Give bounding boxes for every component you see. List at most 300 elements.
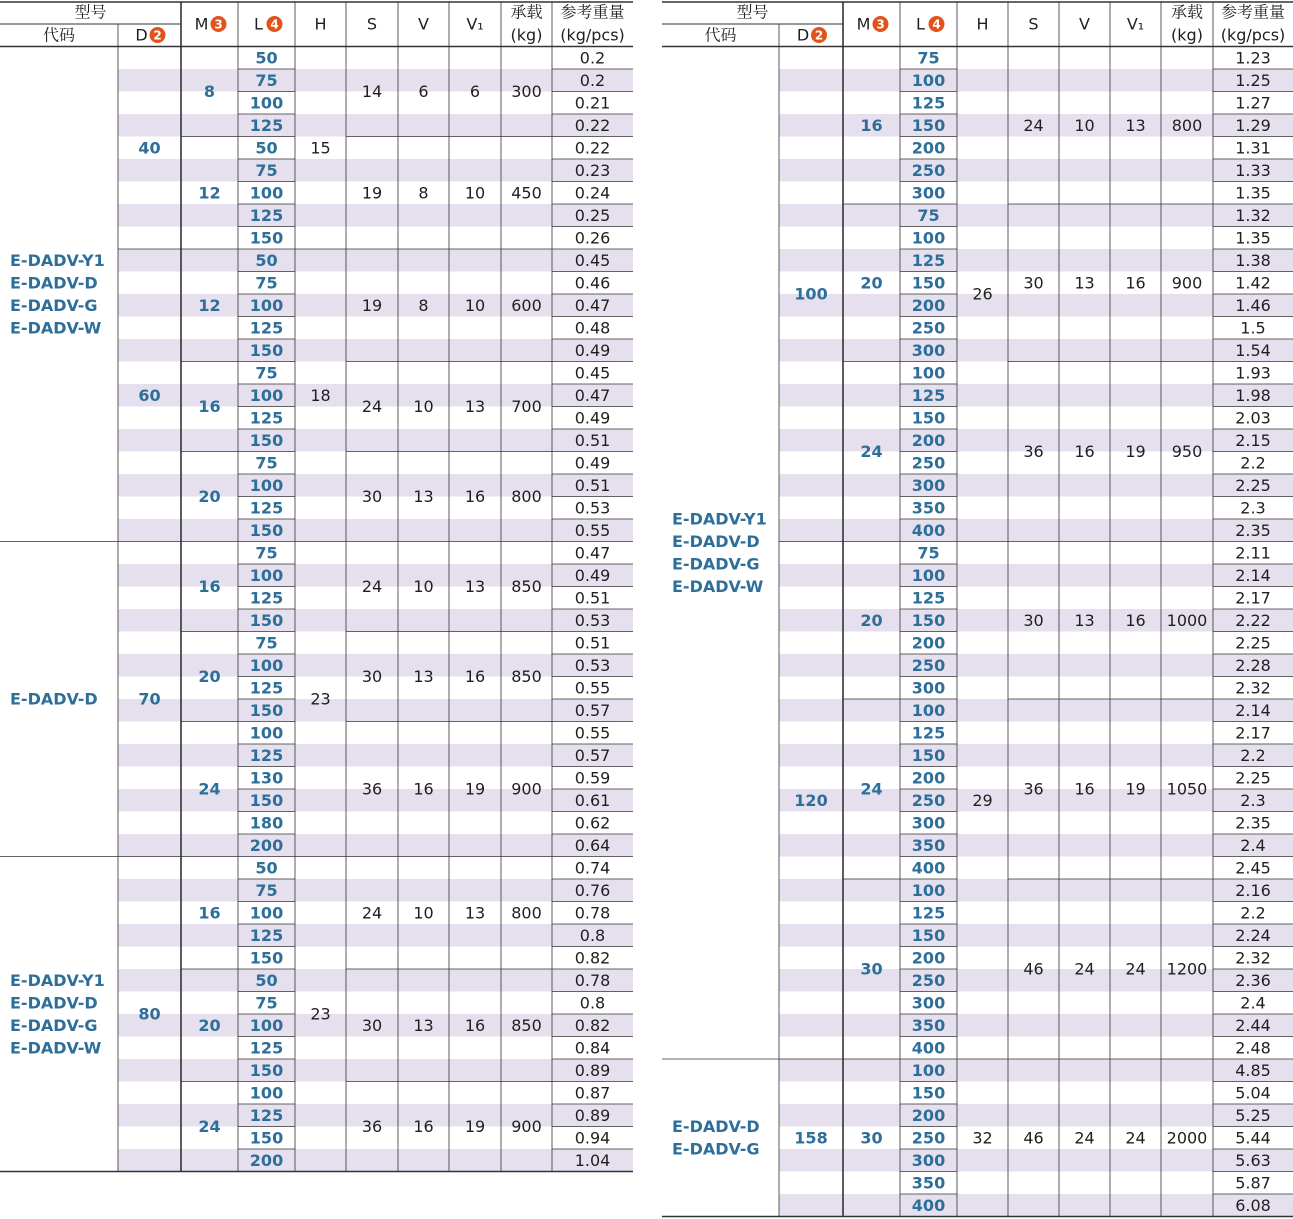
length-cell: 100 [911, 1060, 946, 1080]
v-value: 6 [418, 82, 429, 101]
length-cell: 125 [249, 205, 284, 225]
length-cell: 50 [255, 138, 278, 158]
weight-cell: 0.49 [574, 408, 611, 428]
length-cell: 75 [255, 70, 278, 90]
right-spec-table [662, 0, 1293, 1219]
stripe-row [779, 294, 1293, 317]
stripe-row [779, 1014, 1293, 1037]
header-d-badge: 2 [153, 28, 162, 43]
v1-value: 6 [469, 82, 481, 101]
length-cell: 200 [911, 295, 946, 315]
length-cell: 100 [249, 1015, 284, 1035]
h-value: 23 [310, 689, 331, 709]
v1-value: 24 [1125, 959, 1146, 979]
stripe-row [779, 249, 1293, 272]
length-cell: 300 [911, 1150, 946, 1170]
v-value: 13 [413, 1015, 434, 1035]
length-cell: 250 [911, 655, 946, 675]
weight-cell: 2.35 [1235, 813, 1271, 833]
weight-cell: 2.3 [1240, 498, 1266, 518]
m-value: 8 [203, 82, 216, 101]
weight-cell: 1.29 [1235, 115, 1271, 135]
v-value: 13 [1074, 273, 1095, 293]
v-value: 13 [413, 487, 434, 506]
weight-cell: 2.25 [1235, 768, 1271, 788]
header-s: S [1028, 14, 1039, 34]
weight-cell: 2.17 [1235, 588, 1271, 608]
weight-cell: 2.28 [1235, 655, 1271, 675]
model-code: E-DADV-W [672, 577, 764, 596]
length-cell: 50 [255, 858, 278, 878]
header-load: 承载 [510, 2, 543, 22]
m-value: 24 [198, 779, 221, 799]
length-cell: 100 [911, 880, 946, 900]
load-value: 900 [511, 779, 542, 799]
length-cell: 50 [255, 970, 278, 990]
v1-value: 19 [464, 1117, 486, 1136]
length-cell: 75 [255, 633, 278, 653]
weight-cell: 5.25 [1235, 1105, 1271, 1125]
header-code: 代码 [42, 25, 76, 45]
length-cell: 50 [255, 250, 278, 270]
header-weight: 参考重量 [560, 2, 625, 22]
v1-value: 16 [1125, 610, 1146, 630]
h-value: 32 [972, 1128, 993, 1148]
length-cell: 150 [249, 520, 284, 540]
weight-cell: 1.5 [1240, 318, 1266, 338]
length-cell: 100 [249, 655, 284, 675]
v-value: 10 [413, 397, 434, 416]
left-table-grid [0, 0, 633, 1219]
v-value: 13 [1074, 610, 1095, 630]
length-cell: 150 [249, 700, 284, 720]
weight-cell: 2.24 [1235, 925, 1271, 945]
length-cell: 100 [911, 70, 946, 90]
weight-cell: 0.45 [574, 250, 611, 270]
weight-cell: 0.64 [574, 835, 611, 855]
m-value: 16 [860, 115, 883, 135]
stripe-row [118, 834, 633, 857]
stripe-row [779, 699, 1293, 722]
m-value: 24 [860, 779, 883, 799]
h-value: 15 [310, 138, 331, 158]
weight-cell: 0.46 [574, 273, 611, 293]
load-value: 600 [511, 295, 542, 315]
weight-cell: 0.49 [574, 565, 611, 585]
length-cell: 300 [911, 183, 946, 203]
s-value: 14 [361, 82, 383, 101]
weight-cell: 2.14 [1235, 700, 1271, 720]
load-value: 850 [511, 1015, 542, 1035]
length-cell: 125 [911, 250, 946, 270]
length-cell: 125 [911, 903, 946, 923]
m-value: 20 [860, 610, 883, 630]
v1-value: 13 [1125, 115, 1146, 135]
load-value: 900 [1171, 273, 1203, 293]
weight-cell: 2.2 [1240, 453, 1266, 473]
weight-cell: 5.44 [1235, 1128, 1271, 1148]
weight-cell: 0.24 [574, 183, 611, 203]
weight-cell: 1.93 [1235, 363, 1271, 383]
weight-cell: 0.55 [574, 723, 611, 743]
header-v: V [1079, 14, 1090, 34]
stripe-row [118, 1059, 633, 1082]
s-value: 36 [1023, 779, 1044, 799]
model-code: E-DADV-G [10, 1015, 98, 1035]
length-cell: 75 [917, 205, 940, 225]
m-value: 16 [198, 397, 221, 416]
weight-cell: 0.22 [574, 138, 611, 158]
weight-cell: 0.53 [574, 498, 611, 518]
weight-cell: 0.51 [574, 475, 611, 495]
length-cell: 100 [911, 565, 946, 585]
weight-cell: 2.48 [1235, 1038, 1271, 1058]
header-model: 型号 [736, 2, 769, 22]
weight-cell: 2.32 [1235, 948, 1271, 968]
length-cell: 100 [911, 700, 946, 720]
weight-cell: 0.47 [574, 543, 611, 563]
header-l: L [254, 14, 263, 34]
length-cell: 150 [911, 745, 946, 765]
length-cell: 150 [249, 1128, 284, 1148]
length-cell: 250 [911, 970, 946, 990]
length-cell: 300 [911, 993, 946, 1013]
length-cell: 125 [249, 1105, 284, 1125]
s-value: 19 [361, 295, 383, 315]
m-value: 30 [860, 959, 883, 979]
m-value: 24 [860, 442, 883, 461]
stripe-row [779, 564, 1293, 587]
weight-cell: 0.23 [574, 160, 611, 180]
weight-cell: 2.16 [1235, 880, 1271, 900]
weight-cell: 0.2 [579, 70, 606, 90]
length-cell: 400 [911, 520, 946, 540]
load-value: 800 [511, 903, 542, 923]
weight-cell: 0.87 [574, 1083, 611, 1103]
weight-cell: 0.51 [574, 588, 611, 608]
s-value: 30 [1023, 273, 1044, 293]
weight-cell: 2.11 [1235, 543, 1271, 563]
stripe-row [779, 204, 1293, 227]
length-cell: 180 [249, 813, 284, 833]
header-weight: 参考重量 [1220, 2, 1286, 22]
load-value: 850 [511, 577, 542, 596]
m-value: 20 [860, 273, 883, 293]
header-v1: V₁ [466, 14, 484, 34]
v1-value: 10 [464, 295, 486, 315]
weight-cell: 1.35 [1235, 228, 1271, 248]
stripe-row [779, 834, 1293, 857]
length-cell: 75 [255, 453, 278, 473]
weight-cell: 1.35 [1235, 183, 1271, 203]
weight-cell: 2.3 [1240, 790, 1266, 810]
s-value: 36 [361, 1117, 383, 1136]
length-cell: 125 [249, 408, 284, 428]
s-value: 30 [1023, 610, 1044, 630]
length-cell: 75 [255, 543, 278, 563]
model-code: E-DADV-G [10, 295, 98, 315]
stripe-row [118, 429, 633, 452]
weight-cell: 0.2 [579, 48, 606, 68]
weight-cell: 2.4 [1240, 835, 1266, 855]
length-cell: 125 [911, 588, 946, 608]
stripe-row [779, 69, 1293, 92]
weight-cell: 0.59 [574, 768, 611, 788]
length-cell: 400 [911, 858, 946, 878]
weight-cell: 0.53 [574, 655, 611, 675]
length-cell: 125 [911, 723, 946, 743]
model-code: E-DADV-D [10, 273, 98, 293]
v1-value: 16 [464, 487, 486, 506]
load-value: 950 [1171, 442, 1203, 461]
header-load: 承载 [1170, 2, 1204, 22]
weight-cell: 0.47 [574, 385, 611, 405]
right-table-grid [662, 0, 1293, 1219]
weight-cell: 0.78 [574, 970, 611, 990]
model-code: E-DADV-D [672, 1117, 760, 1136]
weight-cell: 0.55 [574, 678, 611, 698]
stripe-row [118, 744, 633, 767]
load-value: 1000 [1166, 610, 1208, 630]
d-value: 100 [794, 284, 828, 304]
d-value: 80 [138, 1004, 161, 1024]
v-value: 8 [418, 183, 429, 203]
length-cell: 350 [911, 1015, 946, 1035]
s-value: 36 [361, 779, 383, 799]
weight-cell: 0.51 [574, 633, 611, 653]
length-cell: 250 [911, 160, 946, 180]
weight-cell: 2.36 [1235, 970, 1271, 990]
weight-cell: 1.27 [1235, 93, 1271, 113]
v1-value: 19 [464, 779, 486, 799]
length-cell: 200 [911, 948, 946, 968]
header-model: 型号 [74, 2, 107, 22]
stripe-row [118, 924, 633, 947]
v-value: 16 [413, 1117, 434, 1136]
weight-cell: 0.22 [574, 115, 611, 135]
length-cell: 300 [911, 813, 946, 833]
weight-cell: 0.82 [574, 948, 611, 968]
weight-cell: 2.4 [1240, 993, 1266, 1013]
stripe-row [118, 1149, 633, 1172]
header-v1: V₁ [1126, 14, 1145, 34]
s-value: 36 [1023, 442, 1044, 461]
length-cell: 125 [249, 925, 284, 945]
length-cell: 200 [911, 1105, 946, 1125]
v1-value: 13 [464, 397, 486, 416]
header-h: H [976, 14, 989, 34]
model-code: E-DADV-D [672, 532, 760, 551]
weight-cell: 0.89 [574, 1060, 611, 1080]
weight-cell: 5.04 [1235, 1083, 1271, 1103]
stripe-row [779, 159, 1293, 182]
weight-cell: 1.23 [1235, 48, 1271, 68]
length-cell: 100 [249, 385, 284, 405]
length-cell: 75 [255, 273, 278, 293]
header-m: M [856, 14, 871, 34]
weight-cell: 1.25 [1235, 70, 1271, 90]
model-code: E-DADV-W [10, 1038, 102, 1058]
length-cell: 150 [249, 340, 284, 360]
v1-value: 16 [464, 667, 486, 686]
weight-cell: 1.46 [1235, 295, 1271, 315]
weight-cell: 1.38 [1235, 250, 1271, 270]
v1-value: 19 [1125, 779, 1146, 799]
length-cell: 100 [249, 565, 284, 585]
weight-cell: 6.08 [1235, 1195, 1271, 1215]
v-value: 10 [413, 577, 434, 596]
stripe-row [779, 879, 1293, 902]
length-cell: 125 [911, 93, 946, 113]
length-cell: 125 [249, 588, 284, 608]
load-value: 900 [511, 1117, 542, 1136]
stripe-row [779, 744, 1293, 767]
stripe-row [118, 339, 633, 362]
v1-value: 19 [1125, 442, 1146, 461]
length-cell: 300 [911, 475, 946, 495]
length-cell: 400 [911, 1038, 946, 1058]
weight-cell: 0.78 [574, 903, 611, 923]
header-weight-unit: (kg/pcs) [560, 25, 625, 45]
weight-cell: 2.2 [1240, 745, 1266, 765]
length-cell: 125 [249, 115, 284, 135]
weight-cell: 1.42 [1235, 273, 1271, 293]
header-l-badge: 4 [932, 17, 941, 32]
length-cell: 200 [911, 138, 946, 158]
length-cell: 250 [911, 790, 946, 810]
stripe-row [118, 114, 633, 137]
s-value: 24 [1023, 115, 1044, 135]
length-cell: 300 [911, 678, 946, 698]
m-value: 20 [198, 487, 221, 506]
load-value: 850 [511, 667, 542, 686]
stripe-row [779, 1059, 1293, 1082]
length-cell: 350 [911, 1173, 946, 1193]
length-cell: 350 [911, 835, 946, 855]
length-cell: 100 [249, 93, 284, 113]
length-cell: 125 [249, 1038, 284, 1058]
weight-cell: 0.62 [574, 813, 611, 833]
stripe-row [779, 924, 1293, 947]
header-m-badge: 3 [876, 17, 885, 32]
stripe-row [779, 474, 1293, 497]
header-l: L [916, 14, 925, 34]
model-code: E-DADV-Y1 [10, 250, 105, 270]
model-code: E-DADV-Y1 [10, 970, 105, 990]
length-cell: 100 [911, 228, 946, 248]
length-cell: 125 [249, 318, 284, 338]
length-cell: 350 [911, 498, 946, 518]
weight-cell: 1.98 [1235, 385, 1271, 405]
weight-cell: 0.76 [574, 880, 611, 900]
stripe-row [779, 339, 1293, 362]
v-value: 16 [413, 779, 434, 799]
stripe-row [118, 699, 633, 722]
header-d: D [135, 25, 148, 45]
length-cell: 75 [255, 160, 278, 180]
weight-cell: 0.8 [579, 993, 606, 1013]
weight-cell: 0.55 [574, 520, 611, 540]
length-cell: 100 [249, 183, 284, 203]
s-value: 30 [361, 667, 383, 686]
weight-cell: 2.15 [1235, 430, 1271, 450]
v-value: 13 [413, 667, 434, 686]
header-d-badge: 2 [814, 28, 824, 43]
weight-cell: 0.74 [574, 858, 611, 878]
load-value: 2000 [1166, 1128, 1208, 1148]
stripe-row [779, 384, 1293, 407]
length-cell: 250 [911, 318, 946, 338]
weight-cell: 2.35 [1235, 520, 1271, 540]
load-value: 450 [511, 183, 542, 203]
weight-cell: 0.82 [574, 1015, 611, 1035]
weight-cell: 0.26 [574, 228, 611, 248]
weight-cell: 0.94 [574, 1128, 611, 1148]
header-code: 代码 [704, 25, 737, 45]
m-value: 30 [860, 1128, 883, 1148]
weight-cell: 0.47 [574, 295, 611, 315]
length-cell: 150 [911, 273, 946, 293]
length-cell: 125 [249, 498, 284, 518]
weight-cell: 2.25 [1235, 633, 1271, 653]
header-l-badge: 4 [270, 17, 279, 32]
m-value: 20 [198, 1015, 221, 1035]
load-value: 800 [511, 487, 542, 506]
length-cell: 200 [911, 430, 946, 450]
v1-value: 16 [1125, 273, 1146, 293]
length-cell: 200 [249, 835, 284, 855]
h-value: 23 [310, 1004, 331, 1024]
model-code: E-DADV-G [672, 554, 760, 574]
m-value: 20 [198, 667, 221, 686]
weight-cell: 0.84 [574, 1038, 611, 1058]
stripe-row [779, 1104, 1293, 1127]
s-value: 46 [1023, 959, 1044, 979]
length-cell: 150 [249, 948, 284, 968]
header-m-badge: 3 [214, 17, 223, 32]
d-value: 120 [794, 790, 828, 810]
v1-value: 10 [464, 183, 486, 203]
length-cell: 150 [911, 925, 946, 945]
length-cell: 75 [917, 543, 940, 563]
model-code: E-DADV-W [10, 318, 102, 338]
d-value: 158 [794, 1128, 828, 1148]
load-value: 300 [511, 82, 542, 101]
length-cell: 100 [249, 475, 284, 495]
stripe-row [779, 1149, 1293, 1172]
model-code: E-DADV-Y1 [672, 509, 767, 529]
s-value: 24 [361, 577, 383, 596]
weight-cell: 0.45 [574, 363, 611, 383]
stripe-row [118, 159, 633, 182]
m-value: 16 [198, 903, 221, 923]
length-cell: 150 [911, 408, 946, 428]
s-value: 19 [361, 183, 383, 203]
s-value: 30 [361, 487, 383, 506]
weight-cell: 2.32 [1235, 678, 1271, 698]
load-value: 1050 [1166, 779, 1208, 799]
length-cell: 50 [255, 48, 278, 68]
load-value: 800 [1171, 115, 1203, 135]
weight-cell: 0.57 [574, 745, 611, 765]
length-cell: 75 [917, 48, 940, 68]
left-spec-table [0, 0, 633, 1219]
m-value: 12 [198, 295, 221, 315]
length-cell: 300 [911, 340, 946, 360]
length-cell: 200 [911, 633, 946, 653]
header-v: V [418, 14, 429, 34]
h-value: 18 [310, 385, 331, 405]
